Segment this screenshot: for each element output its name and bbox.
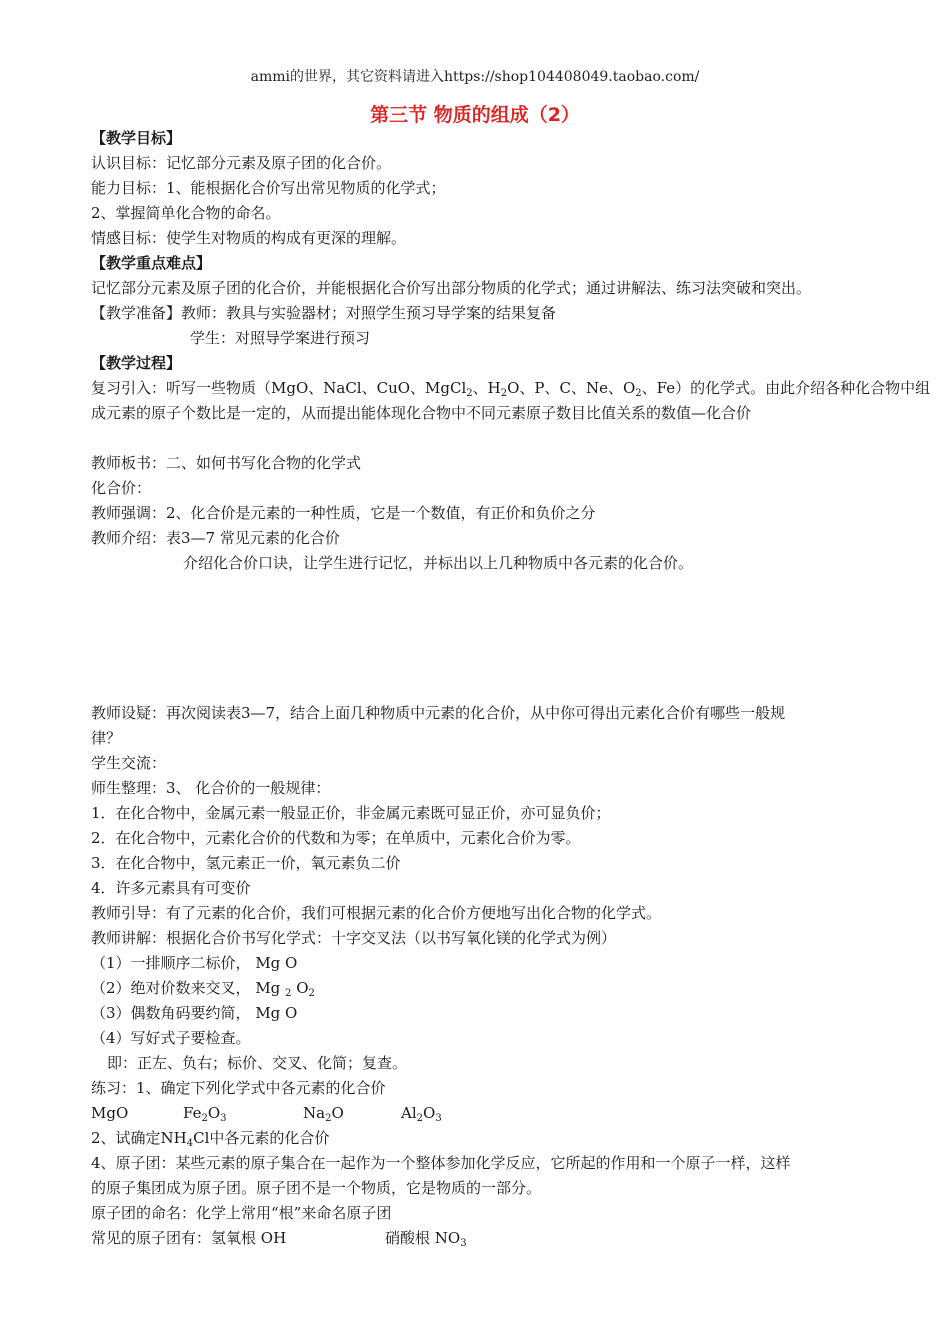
review-line-1: 复习引入：听写一些物质（MgO、NaCl、CuO、MgCl$_2$、$H_2O$、P、C、Ne、$O_2$、Fe）的化学式。由此介绍各种化合物中组 — [91, 379, 931, 399]
atom-group-line-1: 4、原子团：某些元素的原子集合在一起作为一个整体参加化学反应，它所起的作用和一个原子一样，这样 — [91, 1154, 791, 1172]
goal-cognitive: 认识目标：记忆部分元素及原子团的化合价。 — [91, 154, 392, 172]
valence-label: 化合价： — [91, 479, 152, 497]
atom-group-line-2: 的原子集团成为原子团。原子团不是一个物质，它是物质的一部分。 — [91, 1179, 542, 1197]
formula-mgo: MgO — [91, 1104, 129, 1122]
rule-1: 1．在化合物中，金属元素一般显正价，非金属元素既可显正价，亦可显负价； — [91, 804, 611, 822]
exchange-label: 学生交流： — [91, 754, 167, 772]
summary-heading: 师生整理：3、 化合价的一般规律： — [91, 779, 331, 797]
page-header: ammi的世界，其它资料请进入https://shop104408049.taobao.com/ — [250, 69, 700, 85]
intro-text: 教师介绍：表3—7 常见元素的化合价 — [91, 529, 340, 547]
key-text: 记忆部分元素及原子团的化合价，并能根据化合价写出部分物质的化学式；通过讲解法、练习法突破和突出。 — [91, 279, 812, 297]
rule-2: 2．在化合物中，元素化合价的代数和为零；在单质中，元素化合价为零。 — [91, 829, 581, 847]
common-groups-nitrate: 硝酸根 $NO_3$ — [385, 1229, 467, 1249]
goal-emotion: 情感目标：使学生对物质的构成有更深的理解。 — [91, 229, 407, 247]
atom-group-naming: 原子团的命名：化学上常用“根”来命名原子团 — [91, 1204, 392, 1222]
common-groups-hydroxide: 常见的原子团有：氢氧根 OH — [91, 1229, 287, 1247]
step-3: （3）偶数角码要约简， Mg O — [91, 1004, 298, 1022]
prep-student: 学生：对照导学案进行预习 — [190, 329, 371, 347]
explain-text: 教师讲解：根据化合价书写化学式：十字交叉法（以书写氧化镁的化学式为例） — [91, 929, 617, 947]
goal-ability: 能力目标：1、能根据化合价写出常见物质的化学式； — [91, 179, 446, 197]
formula-al2o3: $Al_2O_3$ — [401, 1104, 442, 1124]
formula-fe2o3: $Fe_2O_3$ — [183, 1104, 227, 1124]
prep-teacher: 【教学准备】教师：教具与实验器材；对照学生预习导学案的结果复备 — [91, 304, 557, 322]
page-title: 第三节 物质的组成（2） — [370, 104, 580, 126]
question-line-1: 教师设疑：再次阅读表3—7，结合上面几种物质中元素的化合价，从中你可得出元素化合价有哪些一般规 — [91, 704, 786, 722]
mnemonic-text: 即：正左、负右；标价、交叉、化简；复查。 — [107, 1054, 408, 1072]
rule-3: 3．在化合物中，氢元素正一价，氧元素负二价 — [91, 854, 401, 872]
step-1: （1）一排顺序二标价， Mg O — [91, 954, 298, 972]
step-4: （4）写好式子要检查。 — [91, 1029, 251, 1047]
key-heading: 【教学重点难点】 — [91, 254, 212, 272]
goal-naming: 2、掌握简单化合物的命名。 — [91, 204, 281, 222]
goals-heading: 【教学目标】 — [91, 129, 182, 147]
review-line-2: 成元素的原子个数比是一定的，从而提出能体现化合物中不同元素原子数目比值关系的数值—化合价 — [91, 404, 752, 422]
formula-na2o: $Na_2O$ — [303, 1104, 344, 1124]
process-heading: 【教学过程】 — [91, 354, 182, 372]
question-line-2: 律？ — [91, 729, 122, 747]
emphasis-text: 教师强调：2、化合价是元素的一种性质，它是一个数值，有正价和负价之分 — [91, 504, 596, 522]
intro-detail: 介绍化合价口诀，让学生进行记忆，并标出以上几种物质中各元素的化合价。 — [183, 554, 694, 572]
board-text: 教师板书：二、如何书写化合物的化学式 — [91, 454, 362, 472]
guide-text: 教师引导：有了元素的化合价，我们可根据元素的化合价方便地写出化合物的化学式。 — [91, 904, 662, 922]
step-2: （2）绝对价数来交叉， Mg $_2$ $O_2$ — [91, 979, 315, 999]
exercise-1: 练习：1、确定下列化学式中各元素的化合价 — [91, 1079, 386, 1097]
exercise-2: 2、试确定$NH_4Cl$中各元素的化合价 — [91, 1129, 330, 1149]
rule-4: 4．许多元素具有可变价 — [91, 879, 251, 897]
